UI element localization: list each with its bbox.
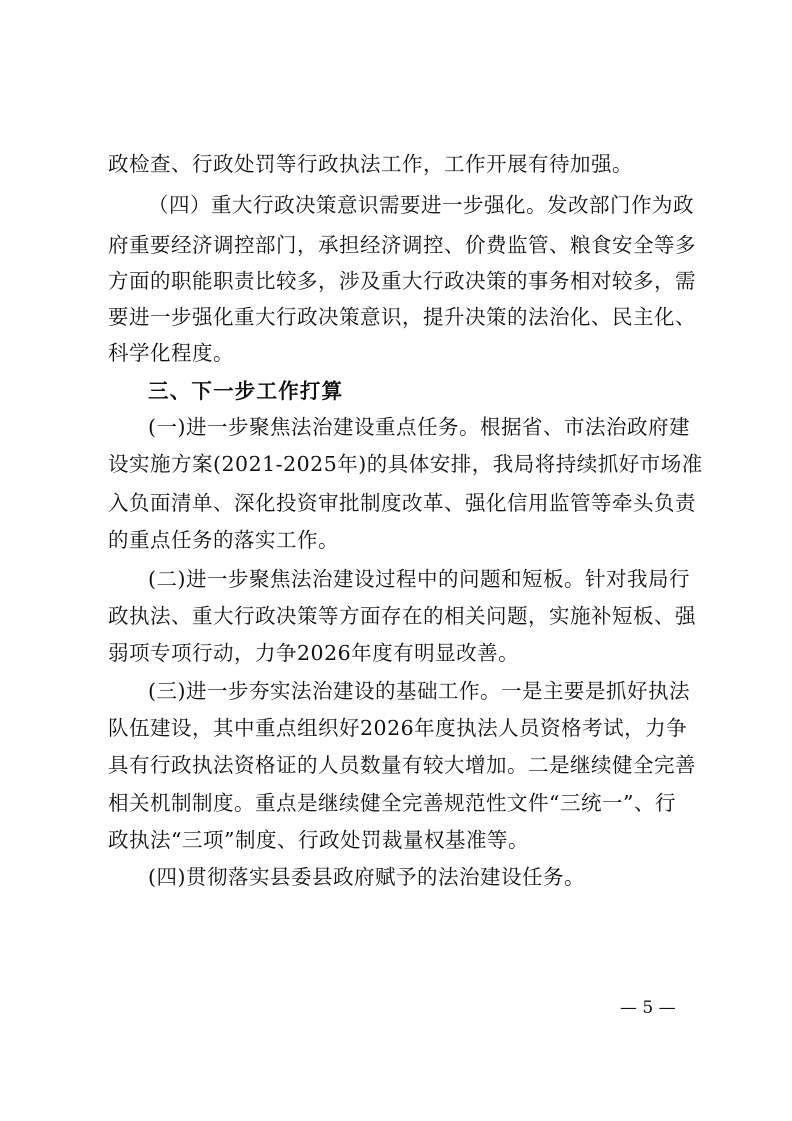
paragraph-line: 方面的职能职责比较多，涉及重大行政决策的事务相对较多，需 — [108, 269, 696, 293]
paragraph-line: (三)进一步夯实法治建设的基础工作。一是主要是抓好执法 — [148, 679, 690, 703]
paragraph-line: 的重点任务的落实工作。 — [108, 528, 339, 552]
paragraph-line: 政执法、重大行政决策等方面存在的相关问题，实施补短板、强 — [108, 604, 696, 628]
paragraph-line: 政检查、行政处罚等行政执法工作，工作开展有待加强。 — [108, 152, 633, 176]
paragraph-line: 相关机制制度。重点是继续健全完善规范性文件“三统一”、行 — [108, 791, 676, 815]
paragraph-line: 具有行政执法资格证的人员数量有较大增加。二是继续健全完善 — [108, 753, 696, 777]
paragraph-line: (一)进一步聚焦法治建设重点任务。根据省、市法治政府建 — [148, 415, 690, 439]
paragraph-line: (二)进一步聚焦法治建设过程中的问题和短板。针对我局行 — [148, 567, 690, 591]
page-number: — 5 — — [620, 998, 676, 1018]
paragraph-line: 要进一步强化重大行政决策意识，提升决策的法治化、民主化、 — [108, 305, 696, 329]
paragraph-line: (四)贯彻落实县委县政府赋予的法治建设任务。 — [148, 865, 585, 889]
paragraph-line: 队伍建设，其中重点组织好2026年度执法人员资格考试，力争 — [108, 716, 688, 740]
section-heading: 三、下一步工作打算 — [148, 379, 344, 403]
paragraph-line: 入负面清单、深化投资审批制度改革、强化信用监管等牵头负责 — [108, 491, 696, 515]
paragraph-line: （四）重大行政决策意识需要进一步强化。发改部门作为政 — [148, 193, 694, 217]
paragraph-line: 政执法“三项”制度、行政处罚裁量权基准等。 — [108, 828, 529, 852]
paragraph-line: 科学化程度。 — [108, 341, 234, 365]
paragraph-line: 府重要经济调控部门，承担经济调控、价费监管、粮食安全等多 — [108, 233, 696, 257]
paragraph-line: 弱项专项行动，力争2026年度有明显改善。 — [108, 641, 520, 665]
paragraph-line: 设实施方案(2021-2025年)的具体安排，我局将持续抓好市场准 — [108, 452, 703, 476]
